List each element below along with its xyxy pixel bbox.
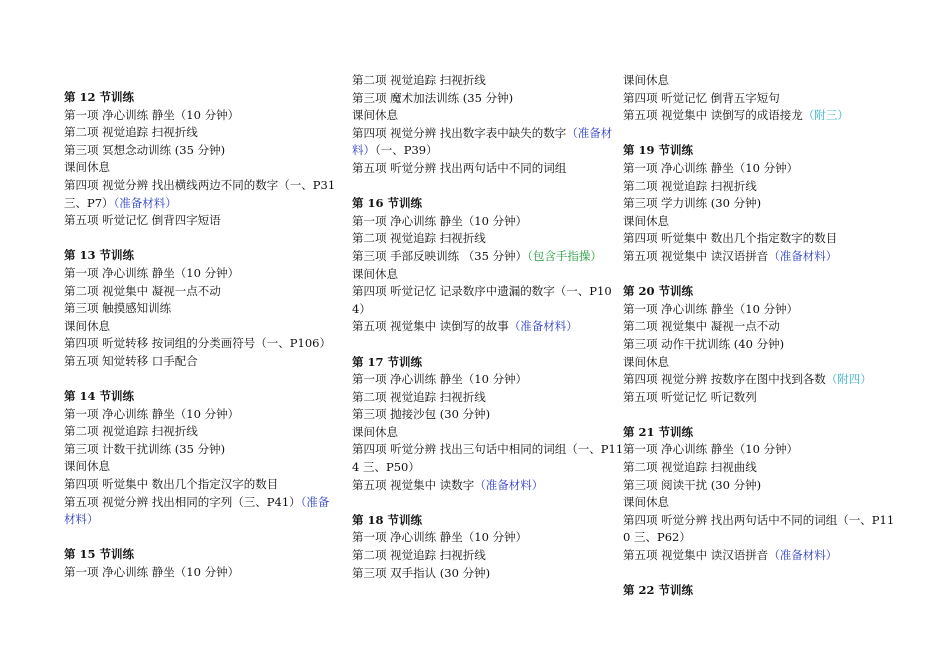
training-item — [352, 283, 624, 318]
training-item — [623, 213, 895, 231]
training-item — [623, 547, 895, 565]
training-item — [64, 107, 336, 125]
item-text: 课间休息 — [352, 424, 398, 439]
item-text: 第二项 视觉追踪 扫视折线 — [352, 231, 486, 246]
training-item — [623, 107, 895, 125]
training-item — [623, 318, 895, 336]
training-item — [64, 142, 336, 160]
item-text: 第一项 净心训练 静坐（10 分钟） — [64, 565, 240, 580]
session-heading: 第 22 节训练 — [623, 583, 694, 598]
item-text: 第二项 视觉追踪 扫视曲线 — [623, 460, 757, 475]
session-heading: 第 12 节训练 — [64, 90, 135, 104]
training-item — [352, 230, 624, 248]
item-text: 第二项 视觉集中 凝视一点不动 — [64, 283, 221, 298]
item-text: 第五项 视觉集中 读倒写的故事 — [352, 319, 509, 334]
item-text: 课间休息 — [623, 213, 669, 228]
training-item — [64, 318, 336, 336]
item-text: 第三项 手部反映训练 （35 分钟） — [352, 248, 528, 263]
item-text: 第四项 听觉转移 按词组的分类画符号（一、P106） — [64, 336, 331, 351]
item-text: 第三项 冥想念动训练 (35 分钟) — [64, 142, 226, 157]
training-item — [64, 283, 336, 301]
section-gap — [352, 494, 624, 512]
training-item — [352, 266, 624, 284]
item-text: 第五项 视觉集中 读数字 — [352, 477, 475, 492]
item-text: 第三项 双手指认 (30 分钟) — [352, 565, 491, 580]
training-item — [623, 371, 895, 389]
item-text: 第四项 视觉分辨 找出数字表中缺失的数字 — [352, 125, 567, 140]
section-gap — [64, 230, 336, 248]
item-text: 第四项 听觉分辨 找出三句话中相同的词组（一、P114 三、P50） — [352, 442, 624, 475]
training-item — [352, 406, 624, 424]
training-item — [352, 160, 624, 178]
item-text: 第四项 听觉集中 数出几个指定数字的数目 — [623, 231, 838, 246]
item-text: 第五项 视觉集中 读汉语拼音 — [623, 548, 769, 563]
training-item — [352, 107, 624, 125]
item-text: 第五项 视觉集中 读倒写的成语接龙 — [623, 108, 803, 123]
item-text: 第四项 听觉记忆 记录数序中遗漏的数字（一、P104） — [352, 284, 612, 316]
item-text: 第三项 学力训练 (30 分钟) — [623, 196, 762, 211]
training-item — [623, 160, 895, 178]
material-note: （准备材料） — [64, 494, 330, 527]
item-text: 第二项 视觉集中 凝视一点不动 — [623, 319, 780, 334]
training-item — [64, 124, 336, 142]
item-text: 第一项 净心训练 静坐（10 分钟） — [352, 530, 528, 545]
training-item — [352, 547, 624, 565]
material-note: （附四） — [825, 372, 872, 387]
training-item — [64, 265, 336, 283]
material-note: （附三） — [802, 108, 849, 123]
item-text: 第二项 视觉追踪 扫视折线 — [64, 125, 198, 140]
training-item — [623, 72, 895, 90]
item-text: 第一项 净心训练 静坐（10 分钟） — [623, 301, 799, 316]
session-heading: 第 15 节训练 — [64, 547, 135, 562]
item-text: 第二项 视觉追踪 扫视折线 — [352, 73, 486, 87]
training-item — [623, 90, 895, 108]
material-note: （准备材料） — [508, 319, 578, 334]
item-text: 课间休息 — [623, 495, 669, 510]
item-text: 第五项 听觉记忆 听记数列 — [623, 389, 757, 404]
training-item — [64, 564, 336, 582]
item-text: 第三项 魔术加法训练 (35 分钟) — [352, 90, 514, 105]
training-item — [623, 178, 895, 196]
training-item — [64, 494, 336, 529]
item-text: 第二项 视觉追踪 扫视折线 — [352, 548, 486, 563]
training-item — [352, 389, 624, 407]
item-text: 课间休息 — [352, 266, 398, 281]
item-text: 第四项 听觉记忆 倒背五字短句 — [623, 90, 780, 105]
training-item — [64, 300, 336, 318]
item-text: 第三项 计数干扰训练 (35 分钟) — [64, 441, 226, 456]
training-item — [352, 477, 624, 495]
item-text: 第三项 触摸感知训练 — [64, 301, 172, 316]
training-item — [352, 529, 624, 547]
session-heading: 第 13 节训练 — [64, 248, 135, 263]
training-item — [623, 512, 895, 547]
item-text: 第一项 净心训练 静坐（10 分钟） — [64, 107, 240, 122]
section-gap — [64, 371, 336, 389]
item-text: 第二项 视觉追踪 扫视折线 — [64, 424, 198, 439]
training-item — [623, 248, 895, 266]
section-gap — [623, 406, 895, 424]
training-item — [352, 565, 624, 583]
item-text: 第五项 听觉分辨 找出两句话中不同的词组 — [352, 160, 567, 175]
training-item — [352, 248, 624, 266]
training-item — [64, 353, 336, 371]
column-2 — [352, 72, 624, 582]
item-text: 第一项 净心训练 静坐（10 分钟） — [64, 406, 240, 421]
material-note: （准备材料） — [768, 248, 838, 263]
training-item — [64, 159, 336, 177]
item-text: 第三项 抛接沙包 (30 分钟) — [352, 407, 491, 422]
session-heading: 第 16 节训练 — [352, 196, 423, 211]
training-item — [64, 177, 336, 212]
training-item — [352, 424, 624, 442]
item-text: 课间休息 — [64, 160, 110, 175]
item-text: 第四项 听觉集中 数出几个指定汉字的数目 — [64, 477, 279, 492]
training-item — [352, 72, 624, 90]
training-item — [623, 195, 895, 213]
item-text: 课间休息 — [64, 459, 110, 474]
item-text: 第五项 视觉集中 读汉语拼音 — [623, 248, 769, 263]
material-note: （准备材料） — [113, 195, 177, 210]
item-text: 第三项 动作干扰训练 (40 分钟) — [623, 336, 785, 351]
section-gap — [623, 565, 895, 583]
material-note: （准备材料） — [768, 548, 838, 563]
training-item — [623, 477, 895, 495]
section-gap — [64, 529, 336, 547]
section-gap — [623, 266, 895, 284]
item-text: 第五项 知觉转移 口手配合 — [64, 353, 198, 368]
item-text: 第二项 视觉追踪 扫视折线 — [623, 178, 757, 193]
training-item — [64, 458, 336, 476]
training-item — [64, 212, 336, 230]
training-item — [352, 90, 624, 108]
item-text: 课间休息 — [623, 354, 669, 369]
item-text: 课间休息 — [64, 318, 110, 333]
training-item — [623, 230, 895, 248]
training-item — [623, 336, 895, 354]
item-text: 第五项 听觉记忆 倒背四字短语 — [64, 213, 221, 228]
training-item — [623, 354, 895, 372]
column-3 — [623, 72, 895, 600]
training-item — [352, 318, 624, 336]
section-gap — [352, 336, 624, 354]
item-text: 第一项 净心训练 静坐（10 分钟） — [623, 442, 799, 457]
session-heading: 第 21 节训练 — [623, 424, 694, 439]
item-text: 第四项 听觉分辨 找出两句话中不同的词组（一、P110 三、P62） — [623, 512, 895, 545]
item-text: 第一项 净心训练 静坐（10 分钟） — [352, 213, 528, 228]
item-text: 课间休息 — [623, 73, 669, 87]
item-text: 第四项 视觉分辨 找出横线两边不同的数字（一、P31 三、P7） — [64, 177, 336, 210]
training-item — [352, 213, 624, 231]
session-heading: 第 14 节训练 — [64, 389, 135, 404]
item-text: （一、P39） — [375, 143, 438, 158]
training-item — [64, 423, 336, 441]
training-item — [64, 406, 336, 424]
item-text: 课间休息 — [352, 108, 398, 123]
material-note: （准备材料） — [352, 125, 613, 158]
material-note: （包含手指操） — [527, 248, 602, 263]
item-text: 第四项 视觉分辨 按数序在图中找到各数 — [623, 372, 826, 387]
section-gap — [623, 125, 895, 143]
column-1 — [64, 89, 336, 582]
training-item — [352, 125, 624, 160]
section-gap — [352, 178, 624, 196]
training-item — [64, 335, 336, 353]
item-text: 第一项 净心训练 静坐（10 分钟） — [352, 372, 528, 387]
item-text: 第三项 阅读干扰 (30 分钟) — [623, 477, 762, 492]
training-item — [623, 389, 895, 407]
training-item — [623, 301, 895, 319]
item-text: 第五项 视觉分辨 找出相同的字列（三、P41） — [64, 494, 301, 509]
item-text: 第一项 净心训练 静坐（10 分钟） — [64, 265, 240, 280]
training-item — [623, 441, 895, 459]
session-heading: 第 20 节训练 — [623, 284, 694, 299]
training-item — [352, 441, 624, 476]
training-item — [623, 459, 895, 477]
training-item — [64, 441, 336, 459]
session-heading: 第 19 节训练 — [623, 143, 694, 158]
item-text: 第二项 视觉追踪 扫视折线 — [352, 389, 486, 404]
item-text: 第一项 净心训练 静坐（10 分钟） — [623, 160, 799, 175]
session-heading: 第 17 节训练 — [352, 354, 423, 369]
training-item — [623, 494, 895, 512]
training-item — [64, 476, 336, 494]
material-note: （准备材料） — [474, 477, 544, 492]
training-item — [352, 371, 624, 389]
session-heading: 第 18 节训练 — [352, 512, 423, 527]
